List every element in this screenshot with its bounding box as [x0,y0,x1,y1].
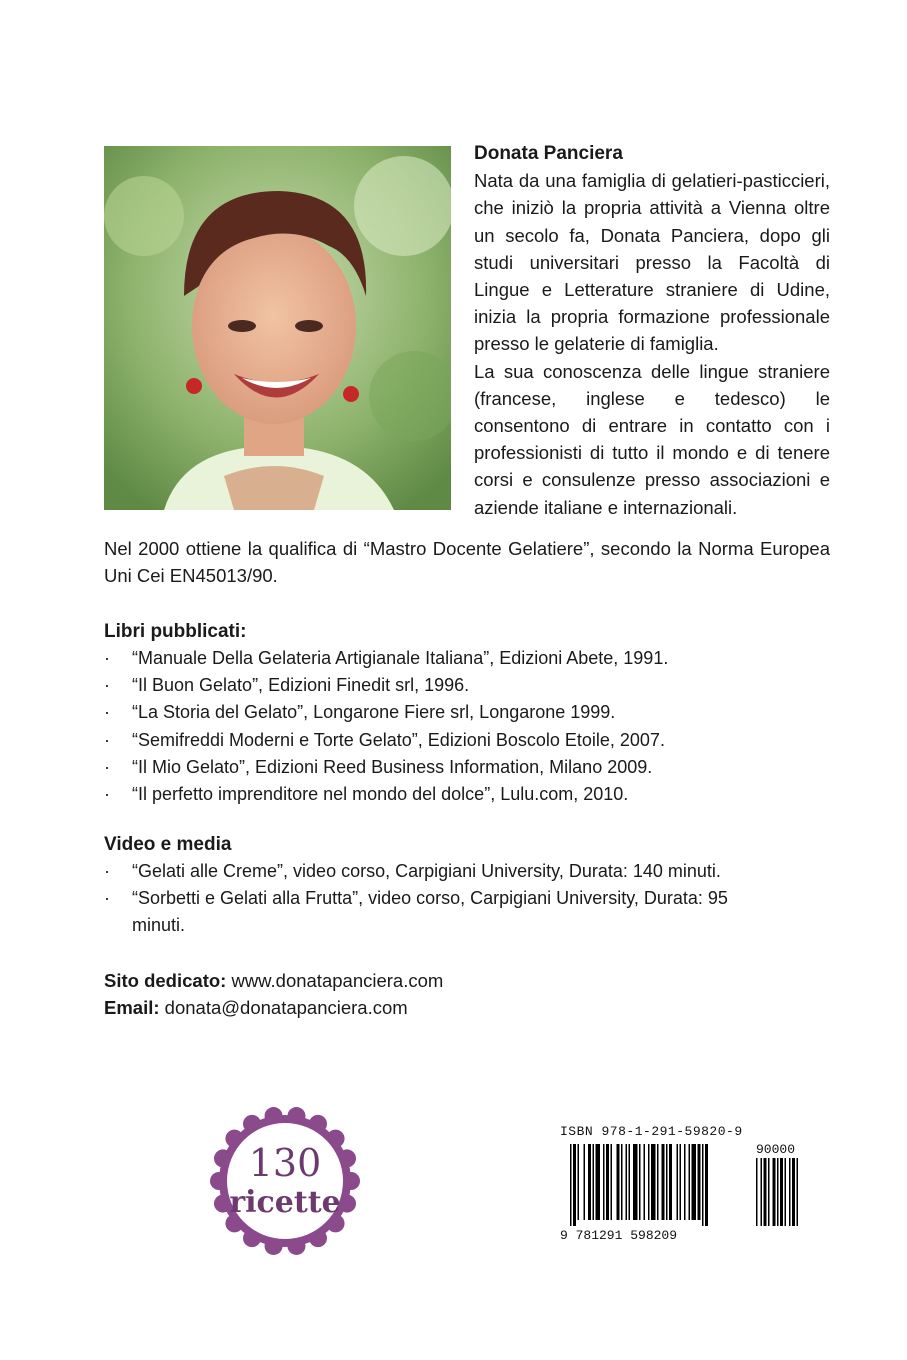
ean-digits: 9 781291 598209 [560,1228,678,1243]
barcode-bar [584,1144,586,1220]
bullet: · [104,888,110,909]
barcode-bar [611,1144,613,1220]
barcode-bar [677,1144,679,1220]
barcode-bar [648,1144,650,1220]
books-section [104,618,834,808]
list-item [104,781,834,808]
list-item [104,858,834,885]
badge-number: 130 [248,1141,322,1185]
barcode-bar [606,1144,609,1220]
barcode-bar [588,1144,591,1220]
author-name: Donata Panciera [474,143,623,164]
barcode-bars [560,1144,822,1228]
book-title: “Il Mio Gelato”, Edizioni Reed Business Information, Milano 2009. [132,756,653,777]
site-link[interactable]: www.donatapanciera.com [231,970,444,991]
barcode-bar [629,1144,631,1220]
addon-bar [792,1158,795,1226]
barcode-bar [705,1144,708,1226]
bio-paragraph-2: La sua conoscenza delle lingue straniere (francese, inglese e tedesco) le consentono di entrare in contatto con i professionisti di tutto il mondo e di tenere corsi e consulenze presso associazioni e aziende italiane e internazionali. [474,360,830,518]
barcode-bar [669,1144,672,1220]
list-item [104,672,834,699]
media-section [104,831,834,940]
addon-bar [777,1158,779,1226]
barcode-bar [573,1144,576,1226]
addon-bar [768,1158,770,1226]
bullet: · [104,784,110,805]
email-label: Email: [104,997,160,1018]
barcode-bar [578,1144,580,1220]
barcode-bar [570,1144,572,1226]
barcode-bar [692,1144,697,1220]
bullet: · [104,756,110,777]
price-code: 90000 [756,1142,796,1157]
book-title: “Semifreddi Moderni e Torte Gelato”, Edizioni Boscolo Etoile, 2007. [132,729,665,750]
bio-paragraph-1: Nata da una famiglia di gelatieri-pasticcieri, che iniziò la propria attività a Vienna oltre un secolo fa, Donata Panciera, dopo gli studi universitari presso la Facoltà di Lingue e Letterature straniere di Udine, inizia la propria formazione professionale presso le gelaterie di famiglia. [474,170,830,355]
bullet: · [104,702,110,723]
barcode-bar [702,1144,704,1226]
barcode-bar [593,1144,595,1220]
author-bio [474,140,830,521]
addon-bar [785,1158,787,1226]
book-title: “Il perfetto imprenditore nel mondo del dolce”, Lulu.com, 2010. [132,784,629,805]
media-title: “Gelati alle Creme”, video corso, Carpigiani University, Durata: 140 minuti. [132,861,721,881]
barcode-bar [639,1144,641,1220]
books-list [104,645,834,808]
list-item [104,727,834,754]
email-link[interactable]: donata@donatapanciera.com [164,997,408,1018]
barcode-bar [617,1144,620,1220]
list-item [104,885,732,939]
bullet: · [104,675,110,696]
book-title: “La Storia del Gelato”, Longarone Fiere srl, Longarone 1999. [132,702,616,723]
barcode-bar [621,1144,623,1220]
barcode-bar [603,1144,605,1220]
addon-bar [797,1158,799,1226]
author-photo [104,146,451,510]
addon-bar [789,1158,791,1226]
media-title: “Sorbetti e Gelati alla Frutta”, video corso, Carpigiani University, Durata: 95 minuti. [132,888,728,936]
barcode-bar [698,1144,701,1220]
barcode-bar [657,1144,659,1220]
addon-bar [764,1158,767,1226]
isbn-text: ISBN 978-1-291-59820-9 [560,1124,743,1139]
book-title: “Manuale Della Gelateria Artigianale Italiana”, Edizioni Abete, 1991. [132,648,669,668]
barcode-bar [662,1144,665,1220]
addon-bar [773,1158,776,1226]
media-list [104,858,834,940]
badge-word: ricette [229,1185,341,1220]
recipes-badge [206,1106,364,1256]
bullet: · [104,729,110,750]
bullet: · [104,648,110,668]
barcode-bar [684,1144,686,1220]
book-title: “Il Buon Gelato”, Edizioni Finedit srl, 1996. [132,675,470,696]
barcode-bar [596,1144,601,1220]
barcode-bar [644,1144,646,1220]
addon-bar [780,1158,783,1226]
barcode-bar [689,1144,691,1220]
email-row [104,994,443,1021]
bullet: · [104,861,110,881]
barcode-bar [626,1144,628,1220]
barcode-bar [651,1144,656,1220]
books-heading: Libri pubblicati: [104,621,247,642]
barcode-bar [680,1144,682,1220]
barcode [560,1124,822,1242]
barcode-bar [633,1144,638,1220]
barcode-bar [666,1144,668,1220]
addon-bar [761,1158,763,1226]
site-row [104,967,443,994]
list-item [104,645,834,672]
media-heading: Video e media [104,834,232,855]
contacts [104,967,443,1021]
list-item [104,699,834,726]
site-label: Sito dedicato: [104,970,227,991]
bio-paragraph-3: Nel 2000 ottiene la qualifica di “Mastro Docente Gelatiere”, secondo la Norma Europea Uni Cei EN45013/90. [104,538,830,587]
list-item [104,754,834,781]
addon-bar [756,1158,758,1226]
